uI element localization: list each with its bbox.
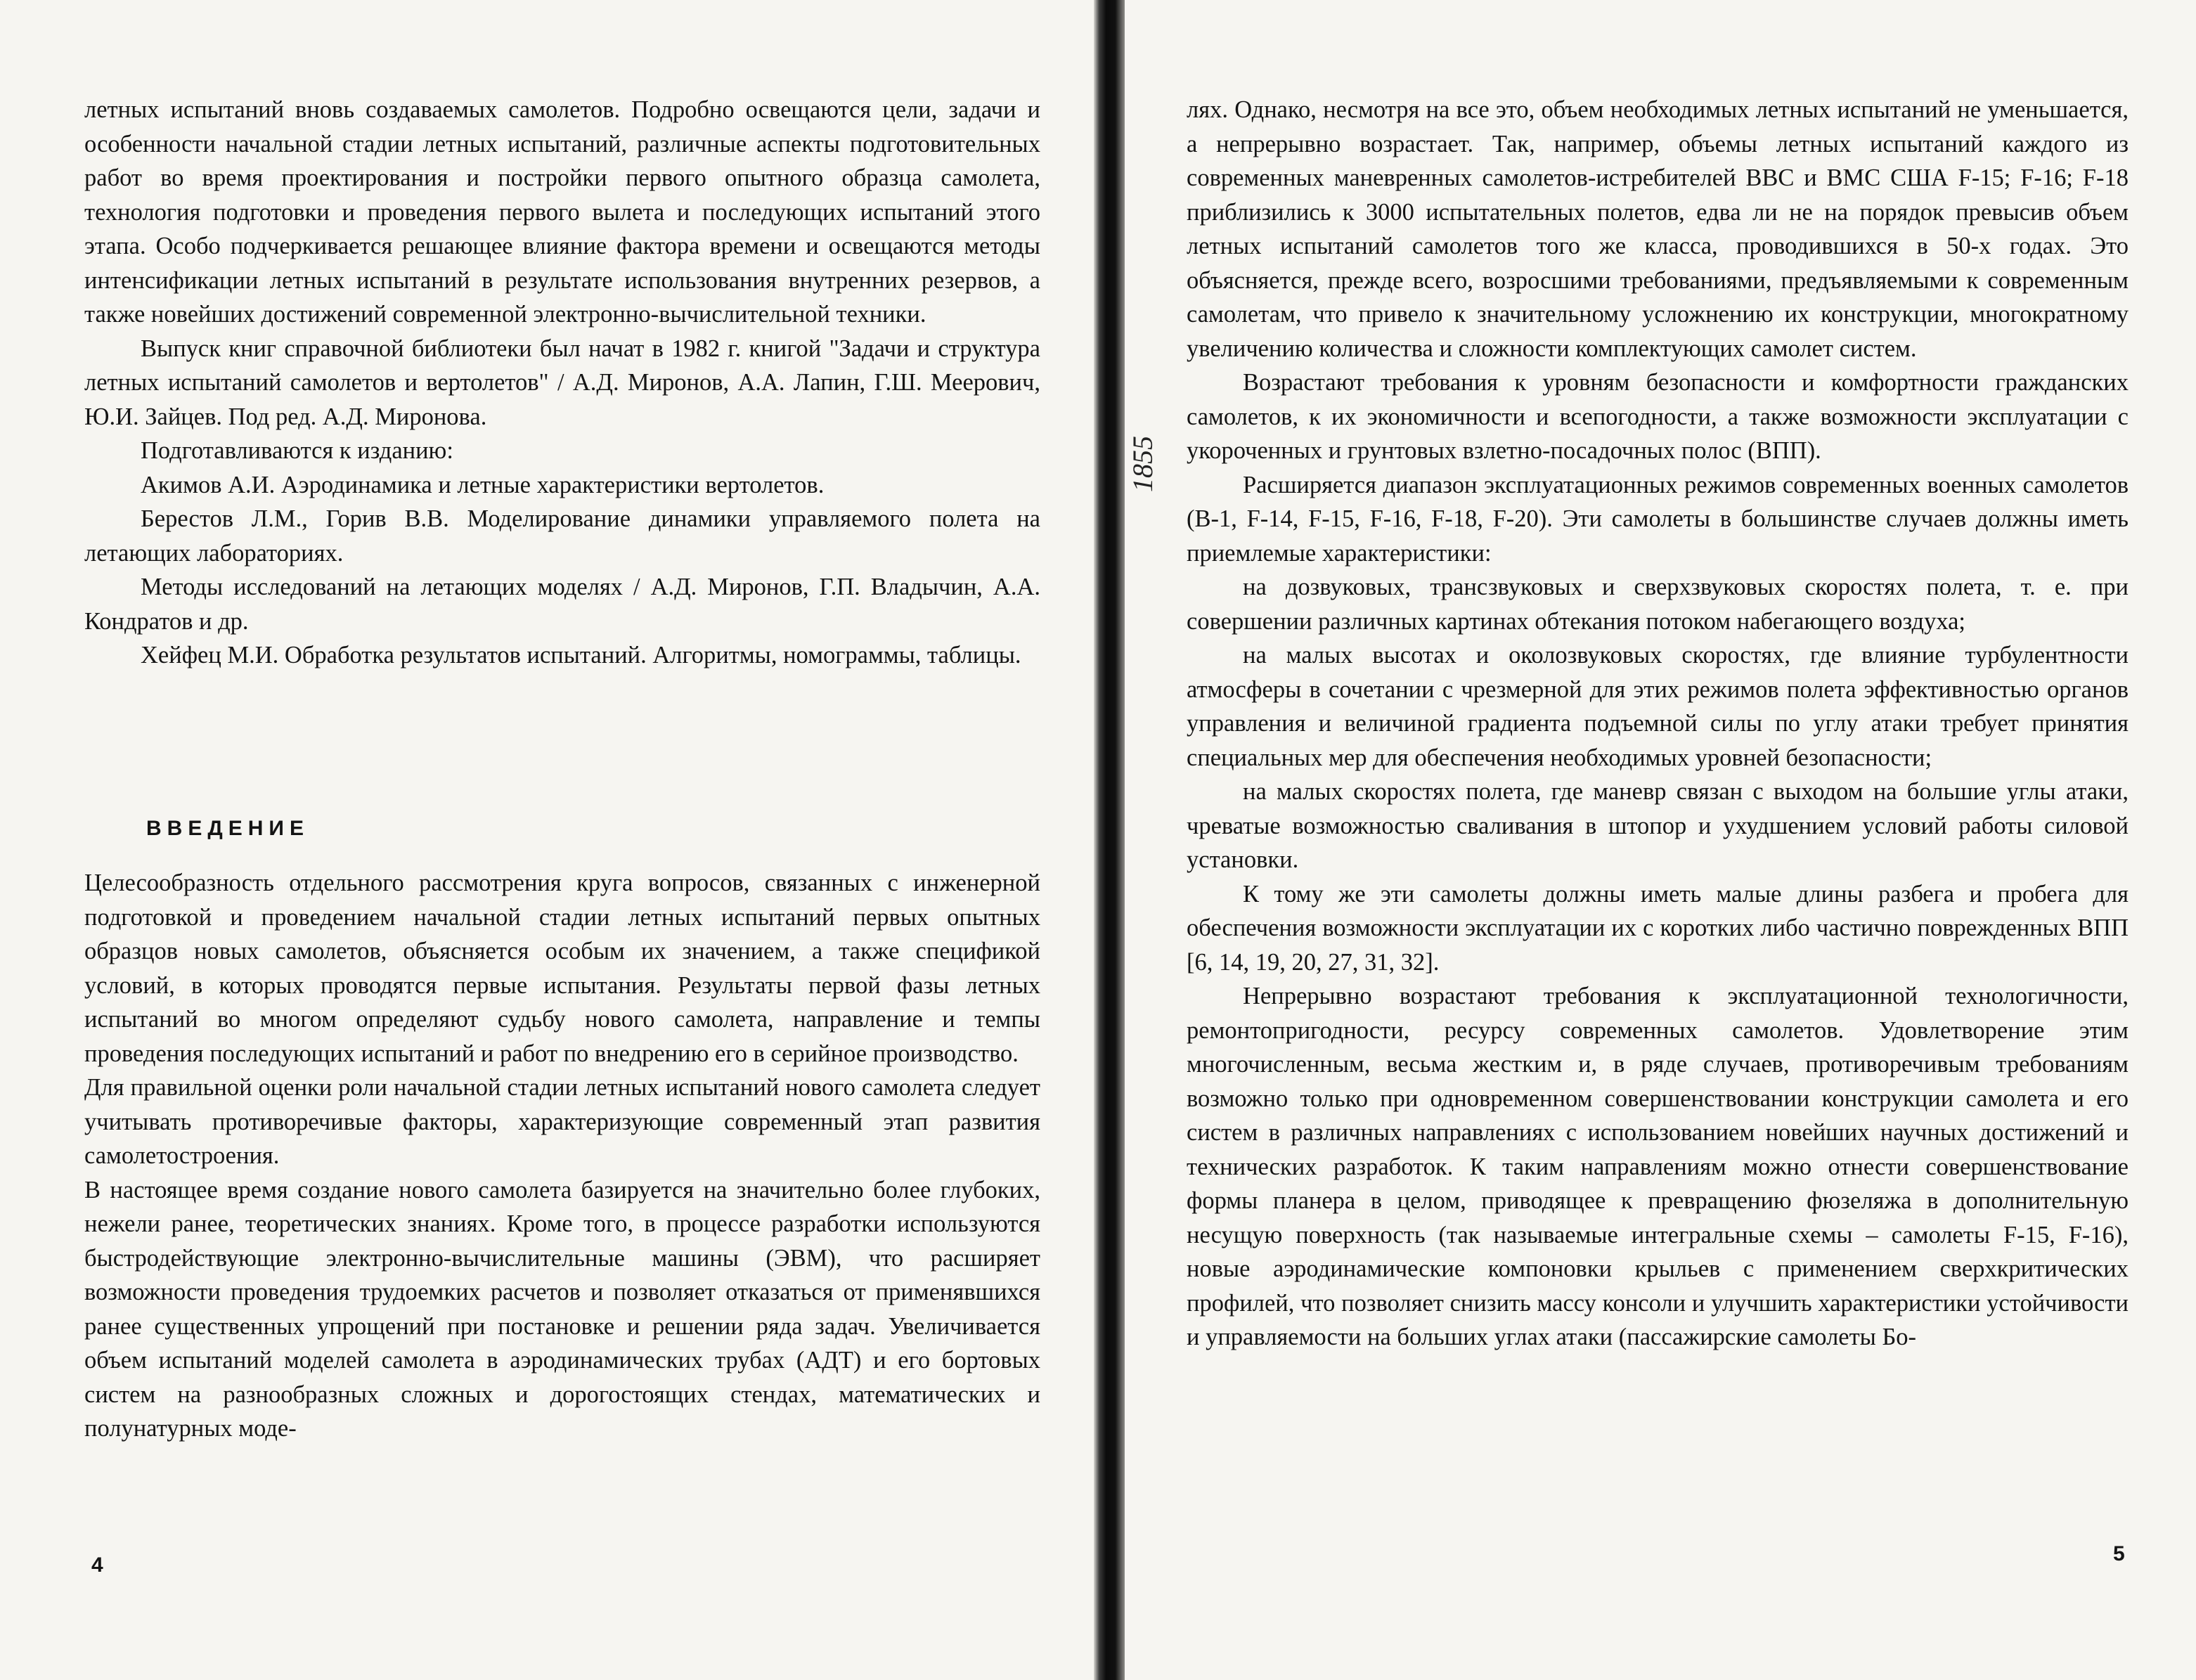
intro-paragraph-1: Целесообразность отдельного рассмотрения круга вопросов, связанных с инженерной подготовкой и проведением начальной стадии летных испытаний первых опытных образцов новых самолетов, объясняется особым их значением, а также спецификой условий, в которых проводятся первые испытания. Результаты первой фазы летных испытаний во многом определяют судьбу нового самолета, направление и темпы проведения последующих испытаний и работ по внедрению его в серийное производство. <box>84 870 1040 1067</box>
left-paragraph-3: Подготавливаются к изданию: <box>141 437 453 464</box>
left-page <box>0 0 1094 1680</box>
page-number-right: 5 <box>2113 1542 2125 1565</box>
right-page <box>1125 0 2196 1680</box>
left-paragraph-1: летных испытаний вновь создаваемых самолетов. Подробно освещаются цели, задачи и особенности начальной стадии летных испытаний, различные аспекты подготовительных работ во время проектирования и постройки первого опытного образца самолета, технология подготовки и проведения первого вылета и последующих испытаний этого этапа. Особо подчеркивается решающее влияние фактора времени и освещаются методы интенсификации летных испытаний в результате использования внутренних резервов, а также новейших достижений современной электронно-вычислительной техники. <box>84 96 1040 328</box>
right-paragraph-2: Возрастают требования к уровням безопасности и комфортности гражданских самолетов, к их экономичности и всепогодности, а также возможности эксплуатации с укороченных и грунтовых взлетно-посадочных полос (ВПП). <box>1187 369 2129 464</box>
right-paragraph-7: К тому же эти самолеты должны иметь малые длины разбега и пробега для обеспечения возможности эксплуатации их с коротких либо частично поврежденных ВПП [6, 14, 19, 20, 27, 31, 32]. <box>1187 880 2129 976</box>
book-entry-4: Хейфец М.И. Обработка результатов испытаний. Алгоритмы, номограммы, таблицы. <box>141 642 1021 668</box>
right-paragraph-5: на малых высотах и околозвуковых скоростях, где влияние турбулентности атмосферы в сочетании с чрезмерной для этих режимов полета эффективностью органов управления и величиной градиента подъемной силы по углу атаки требует принятия специальных мер для обеспечения необходимых уровней безопасности; <box>1187 642 2129 771</box>
right-paragraph-4: на дозвуковых, трансзвуковых и сверхзвуковых скоростях полета, т. е. при совершении различных картинах обтекания потоком набегающего воздуха; <box>1187 574 2129 635</box>
left-intro-text-column <box>84 866 1040 1446</box>
left-top-text-column <box>84 93 1040 673</box>
book-entry-1: Акимов А.И. Аэродинамика и летные характеристики вертолетов. <box>141 471 825 498</box>
intro-paragraph-3: В настоящее время создание нового самолета базируется на значительно более глубоких, нежели ранее, теоретических знаниях. Кроме того, в процессе разработки используются быстродействующие электронно-вычислительные машины (ЭВМ), что расширяет возможности проведения трудоемких расчетов и позволяет отказаться от применявшихся ранее существенных упрощений при постановке и решении ряда задач. Увеличивается объем испытаний моделей самолета в аэродинамических трубах (АДТ) и его бортовых систем на разнообразных сложных и дорогостоящих стендах, математических и полунатурных моде- <box>84 1176 1040 1442</box>
right-text-column <box>1187 93 2129 1355</box>
page-number-left: 4 <box>91 1553 103 1577</box>
book-gutter-shadow <box>1094 0 1125 1680</box>
left-paragraph-2: Выпуск книг справочной библиотеки был начат в 1982 г. книгой "Задачи и структура летных испытаний самолетов и вертолетов" / А.Д. Миронов, А.А. Лапин, Г.Ш. Меерович, Ю.И. Зайцев. Под ред. А.Д. Миронова. <box>84 335 1040 430</box>
book-entry-3: Методы исследований на летающих моделях / А.Д. Миронов, Г.П. Владычин, А.А. Кондратов и др. <box>84 574 1040 635</box>
intro-paragraph-2: Для правильной оценки роли начальной стадии летных испытаний нового самолета следует учитывать противоречивые факторы, характеризующие современный этап развития самолетостроения. <box>84 1074 1040 1169</box>
right-paragraph-8: Непрерывно возрастают требования к эксплуатационной технологичности, ремонтопригодности, ресурсу современных самолетов. Удовлетворение этим многочисленным, весьма жестким и, в ряде случаев, противоречивым требованиям возможно только при одновременном совершенствовании конструкции самолета и его систем в различных направлениях с использованием новейших научных достижений и технических разработок. К таким направлениям можно отнести совершенствование формы планера в целом, приводящее к превращению фюзеляжа в дополнительную несущую поверхность (так называемые интегральные схемы – самолеты F-15, F-16), новые аэродинамические компоновки крыльев с применением сверхкритических профилей, что позволяет снизить массу консоли и улучшить характеристики устойчивости и управляемости на больших углах атаки (пассажирские самолеты Бо- <box>1187 983 2129 1350</box>
right-paragraph-3: Расширяется диапазон эксплуатационных режимов современных военных самолетов (В-1, F-14, F-15, F-16, F-18, F-20). Эти самолеты в большинстве случаев должны иметь приемлемые характеристики: <box>1187 471 2129 567</box>
right-paragraph-6: на малых скоростях полета, где маневр связан с выходом на большие углы атаки, чреватые возможностью сваливания в штопор и ухудшением условий работы силовой установки. <box>1187 778 2129 873</box>
section-heading-introduction: ВВЕДЕНИЕ <box>146 817 309 840</box>
right-paragraph-1: лях. Однако, несмотря на все это, объем необходимых летных испытаний не уменьшается, а непрерывно возрастает. Так, например, объемы летных испытаний каждого из современных маневренных самолетов-истребителей ВВС и ВМС США F-15; F-16; F-18 приблизились к 3000 испытательных полетов, едва ли не на порядок превысив объем летных испытаний самолетов того же класса, проводившихся в 50-х годах. Это объясняется, прежде всего, возросшими требованиями, предъявляемыми к современным самолетам, что привело к значительному усложнению их конструкции, многократному увеличению количества и сложности комплектующих самолет систем. <box>1187 96 2129 362</box>
book-entry-2: Берестов Л.М., Горив В.В. Моделирование динамики управляемого полета на летающих лабораториях. <box>84 505 1040 567</box>
handwritten-margin-note: 1855 <box>1127 436 1158 492</box>
